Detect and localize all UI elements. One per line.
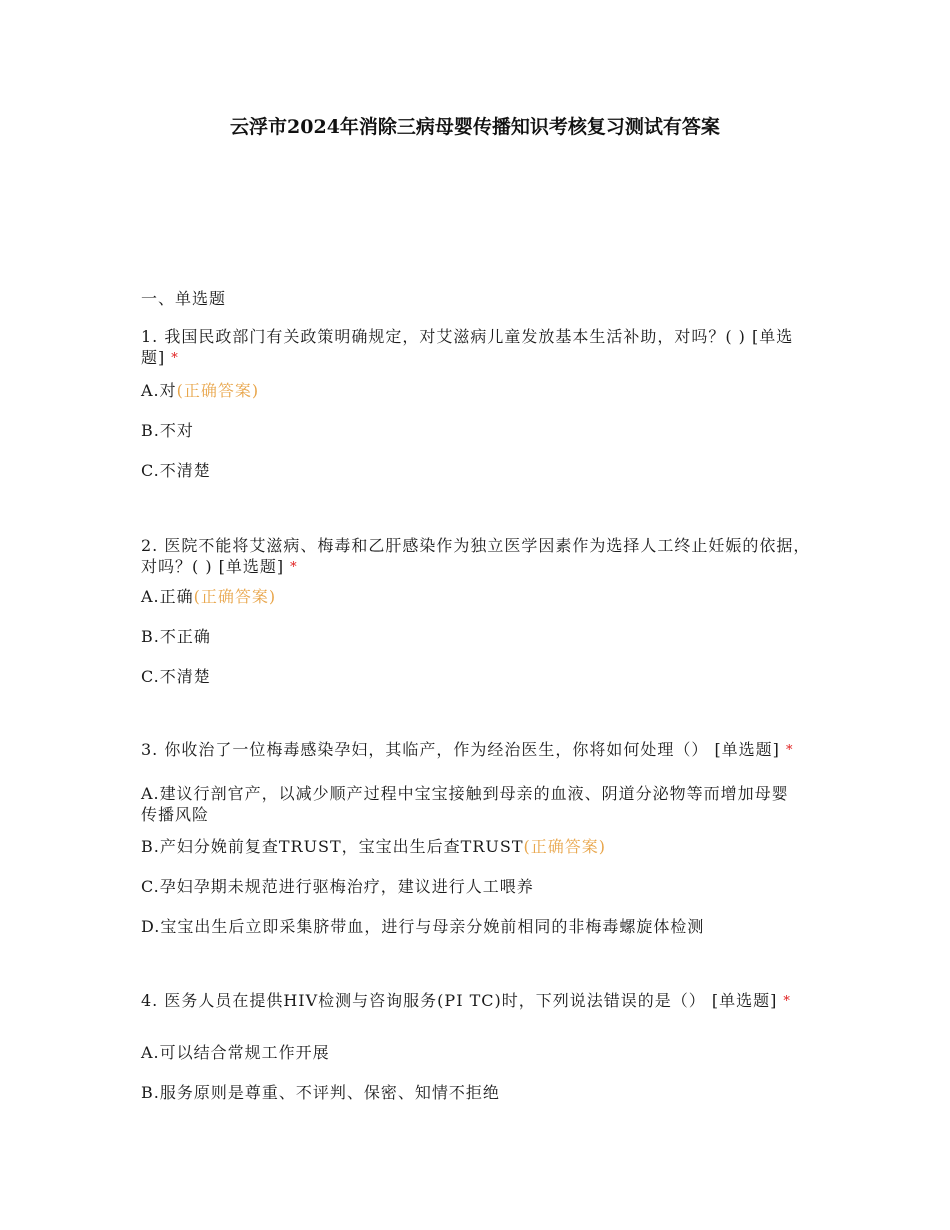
question-1: [141, 326, 813, 369]
question-1-option-b: [141, 420, 813, 441]
question-stem: 3. 你收治了一位梅毒感染孕妇，其临产，作为经治医生，你将如何处理（） [单选题] *: [141, 740, 794, 759]
question-stem: 4. 医务人员在提供HIV检测与咨询服务(PI TC)时，下列说法错误的是（） [单选题] *: [141, 991, 791, 1010]
section-heading: 一、单选题: [141, 289, 227, 308]
question-3-option-a: [141, 783, 801, 825]
required-star-icon: *: [290, 560, 298, 575]
question-3-option-b: [141, 836, 813, 857]
question-2: [141, 535, 813, 578]
question-stem: 1. 我国民政部门有关政策明确规定，对艾滋病儿童发放基本生活补助，对吗？( ) [单选题] *: [141, 327, 794, 367]
question-2-option-a: [141, 586, 813, 607]
question-4-option-a: [141, 1042, 813, 1063]
question-4-option-b: [141, 1082, 813, 1103]
option-a[interactable]: A.正确(正确答案): [141, 587, 277, 606]
question-4: [141, 990, 813, 1012]
question-3-option-d: [141, 916, 813, 937]
question-stem: 2. 医院不能将艾滋病、梅毒和乙肝感染作为独立医学因素作为选择人工终止妊娠的依据，对吗？( ) [单选题] *: [141, 536, 811, 576]
question-2-option-b: [141, 626, 813, 647]
correct-answer-tag: (正确答案): [176, 381, 260, 400]
option-b[interactable]: B.不对: [141, 421, 194, 440]
option-c[interactable]: C.不清楚: [141, 667, 211, 686]
correct-answer-tag: (正确答案): [523, 837, 607, 856]
required-star-icon: *: [171, 351, 179, 366]
option-a[interactable]: A.可以结合常规工作开展: [141, 1043, 330, 1062]
question-2-option-c: [141, 666, 813, 687]
option-c[interactable]: C.孕妇孕期未规范进行驱梅治疗，建议进行人工喂养: [141, 877, 534, 896]
required-star-icon: *: [783, 994, 791, 1009]
required-star-icon: *: [785, 743, 794, 758]
option-c[interactable]: C.不清楚: [141, 461, 211, 480]
question-3: [141, 739, 813, 761]
question-1-options: [141, 380, 813, 401]
question-1-option-c: [141, 460, 813, 481]
page-title: 云浮市2024年消除三病母婴传播知识考核复习测试有答案: [230, 116, 720, 138]
option-b[interactable]: B.不正确: [141, 627, 211, 646]
question-3-option-c: [141, 876, 813, 897]
correct-answer-tag: (正确答案): [193, 587, 277, 606]
option-a[interactable]: A.建议行剖官产，以减少顺产过程中宝宝接触到母亲的血液、阴道分泌物等而增加母婴传播风险: [141, 784, 789, 824]
option-b[interactable]: B.产妇分娩前复查TRUST，宝宝出生后查TRUST(正确答案): [141, 837, 607, 856]
option-d[interactable]: D.宝宝出生后立即采集脐带血，进行与母亲分娩前相同的非梅毒螺旋体检测: [141, 917, 705, 936]
option-a[interactable]: A.对(正确答案): [141, 381, 260, 400]
option-b[interactable]: B.服务原则是尊重、不评判、保密、知情不拒绝: [141, 1083, 500, 1102]
